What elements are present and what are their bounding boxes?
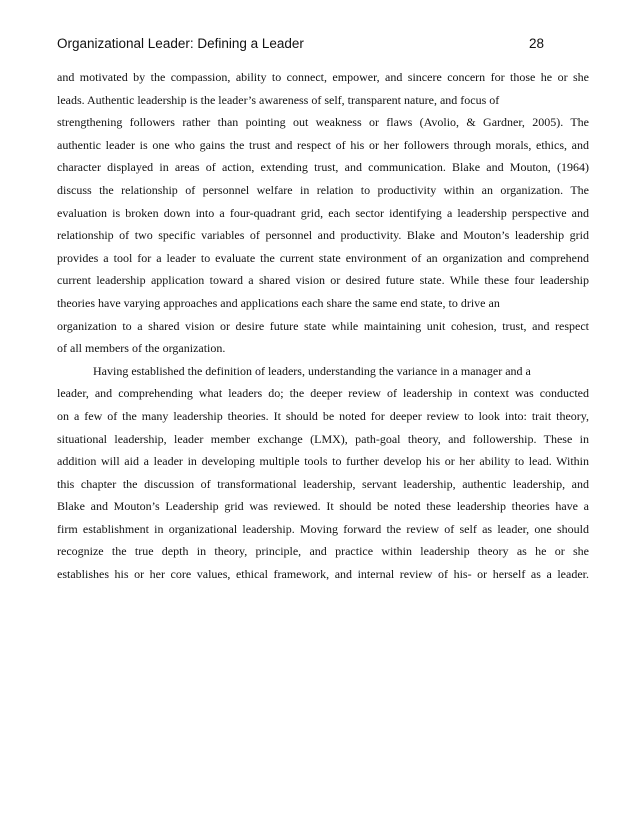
text-line: current leadership application toward a shared vision or desired future state. While these four leadership [57,273,589,288]
text-line: provides a tool for a leader to evaluate the current state environment of an organization and comprehend [57,250,589,265]
text-line: this chapter the discussion of transformational leadership, servant leadership, authentic leadership, and [57,476,589,491]
page-number: 28 [529,36,545,51]
text-line: situational leadership, leader member exchange (LMX), path-goal theory, and followership. These in [57,431,589,446]
text-line: strengthening followers rather than pointing out weakness or flaws (Avolio, & Gardner, 2005). The [57,115,589,130]
body-text [57,66,589,586]
text-line: theories have varying approaches and applications each share the same end state, to drive an [57,295,500,310]
running-header-title: Organizational Leader: Defining a Leader [57,36,304,51]
text-line: firm establishment in organizational leadership. Moving forward the review of self as leader, one should [57,521,589,536]
text-line: Blake and Mouton’s Leadership grid was reviewed. It should be noted these leadership theories have a [57,499,589,514]
text-line: evaluation is broken down into a four-quadrant grid, each sector identifying a leadership perspective and [57,205,589,220]
text-line: of all members of the organization. [57,341,226,356]
text-line: and motivated by the compassion, ability to connect, empower, and sincere concern for those he or she [57,70,589,84]
text-line: recognize the true depth in theory, principle, and practice within leadership theory as he or she [57,544,589,559]
text-line: leads. Authentic leadership is the leader’s awareness of self, transparent nature, and focus of [57,92,500,107]
text-line: authentic leader is one who gains the trust and respect of his or her followers through morals, ethics, and [57,137,589,152]
text-line: discuss the relationship of personnel welfare in relation to productivity within an organization. The [57,182,589,197]
text-line: addition will aid a leader in developing multiple tools to further develop his or her ability to lead. Within [57,454,589,469]
text-line: leader, and comprehending what leaders do; the deeper review of leadership in context was conducted [57,386,589,401]
text-line: relationship of two specific variables of personnel and productivity. Blake and Mouton’s leadership grid [57,228,589,243]
text-line: character displayed in areas of action, extending trust, and communication. Blake and Mouton, (1964) [57,160,589,175]
paragraph-first-line: Having established the definition of leaders, understanding the variance in a manager and a [93,363,531,378]
text-line: on a few of the many leadership theories. It should be noted for deeper review to look into: trait theory, [57,408,589,423]
text-line: establishes his or her core values, ethical framework, and internal review of his- or herself as a leader. [57,567,589,582]
text-line: organization to a shared vision or desire future state while maintaining unit cohesion, trust, and respect [57,318,589,333]
